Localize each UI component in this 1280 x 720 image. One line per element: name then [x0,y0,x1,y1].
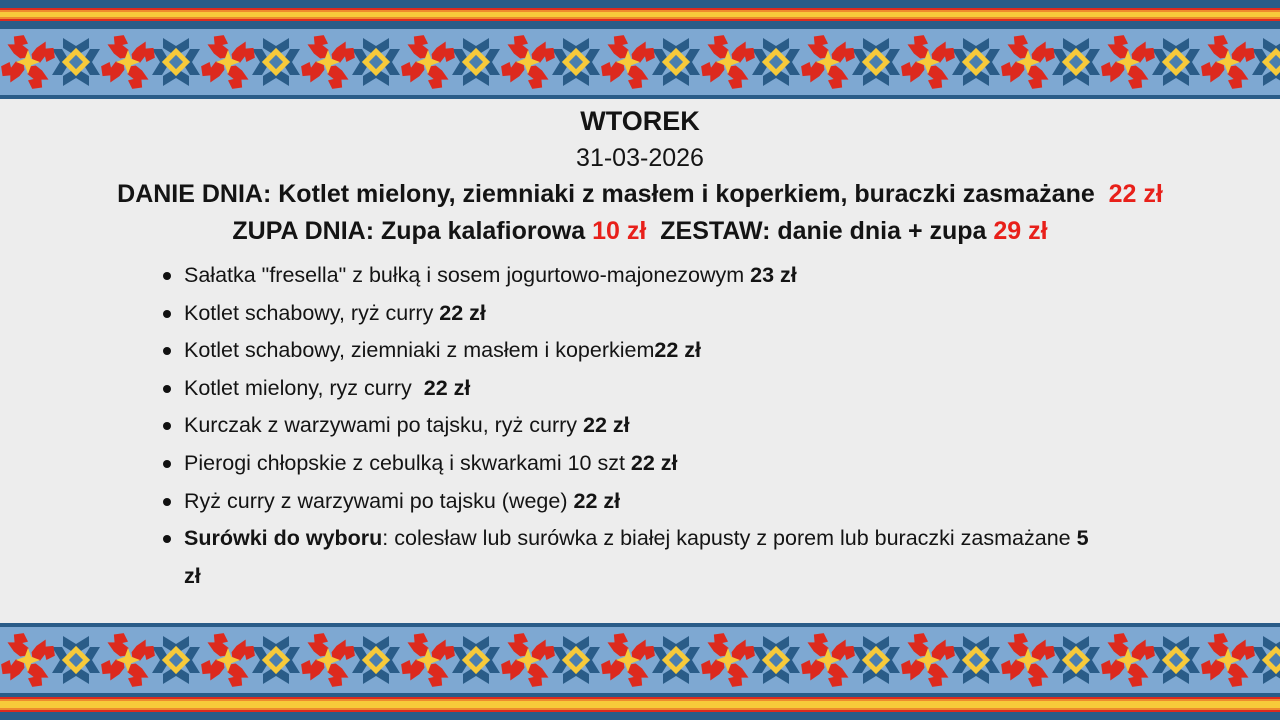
text-segment: Surówki do wyboru [184,526,383,551]
daily-special-line [0,213,1280,250]
text-segment: Kotlet schabowy, ryż curry [184,300,440,325]
text-segment: 22 zł [1094,180,1163,208]
daily-special-line [0,176,1280,213]
text-segment: 22 zł [423,375,471,400]
border-stripe [0,701,1280,708]
menu-item [160,407,1110,445]
menu-item [160,445,1110,483]
menu-item [160,370,1110,408]
text-segment: Kotlet schabowy, ziemniaki z masłem i koperkiem [184,338,655,363]
text-segment: 22 zł [573,488,621,513]
text-segment: Kotlet mielony, ryz curry [184,375,424,400]
text-segment: 10 zł [592,217,647,245]
border-stripe [0,0,1280,8]
text-segment: DANIE DNIA: Kotlet mielony, ziemniaki z masłem i koperkiem, buraczki zasmażane [117,180,1095,208]
text-segment: ZESTAW: danie dnia + zupa [646,217,994,245]
text-segment: 22 zł [439,300,486,325]
menu-item [160,257,1110,295]
menu-item [160,520,1110,595]
text-segment: 22 zł [630,450,678,475]
menu-item [160,295,1110,333]
text-segment: Sałatka "fresella" z bułką i sosem jogurtowo-majonezowym [184,263,751,287]
page-title: WTOREK [580,106,700,136]
menu-list [160,257,1110,595]
folk-border-pattern [0,627,1280,693]
text-segment: 22 zł [654,338,702,363]
text-segment: Pierogi chłopskie z cebulką i skwarkami 10 szt [184,450,631,475]
bottom-border [0,623,1280,720]
text-segment: : colesław lub surówka z białej kapusty z porem lub buraczki zasmażane [382,526,1077,551]
text-segment: 23 zł [750,263,797,287]
border-stripe [0,21,1280,29]
text-segment: 5 zł [184,526,1089,588]
menu-item [160,483,1110,521]
folk-border-pattern [0,29,1280,95]
text-segment: Ryż curry z warzywami po tajsku (wege) [184,488,574,513]
daily-specials [0,176,1280,250]
menu-item [160,332,1110,370]
border-stripe [0,712,1280,720]
text-segment: Kurczak z warzywami po tajsku, ryż curry [184,413,584,438]
text-segment: ZUPA DNIA: Zupa kalafiorowa [232,217,593,245]
text-segment: 29 zł [993,217,1048,245]
menu-content [0,99,1280,623]
top-border [0,0,1280,99]
text-segment: 22 zł [583,413,630,438]
menu-date: 31-03-2026 [576,144,704,172]
